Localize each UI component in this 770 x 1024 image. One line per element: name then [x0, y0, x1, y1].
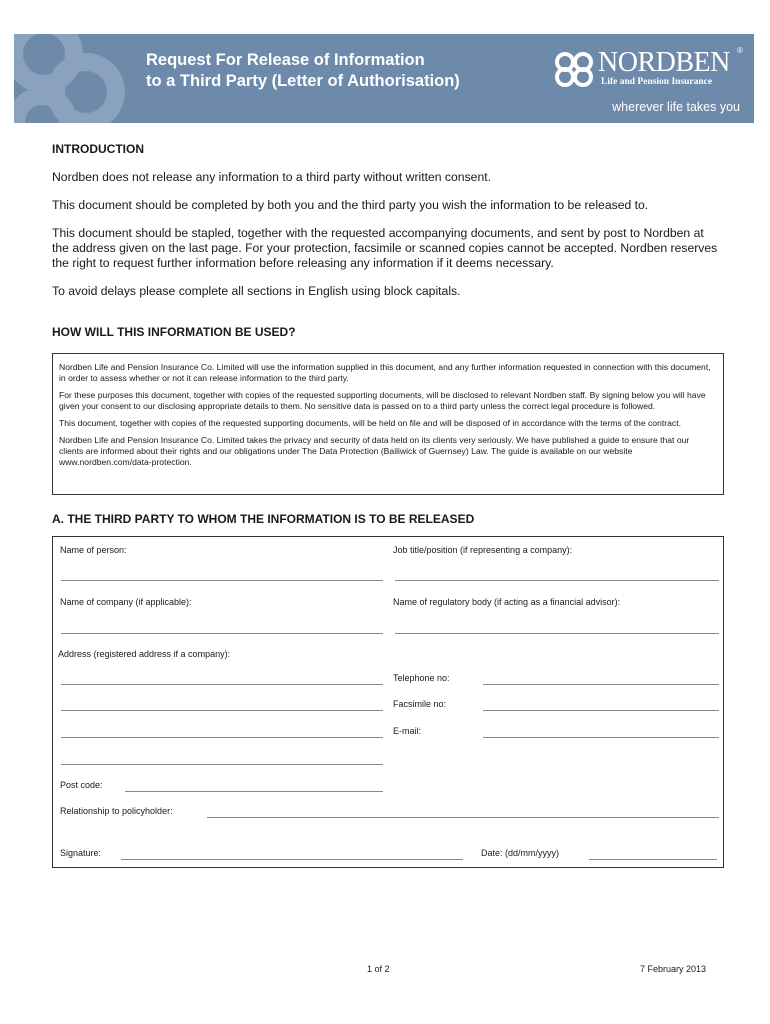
document-title [146, 50, 460, 92]
signature-label: Signature: [60, 848, 102, 858]
telephone-label: Telephone no: [393, 673, 450, 683]
relationship-field[interactable] [207, 817, 719, 818]
regulatory-body-label: Name of regulatory body (if acting as a financial advisor): [393, 597, 621, 607]
nordben-logo [554, 46, 744, 90]
usage-info-box [52, 353, 724, 495]
usage-heading: HOW WILL THIS INFORMATION BE USED? [52, 325, 296, 339]
registered-mark: ® [737, 46, 743, 55]
facsimile-label: Facsimile no: [393, 699, 447, 709]
job-title-label: Job title/position (if representing a company): [393, 545, 573, 555]
name-of-person-label: Name of person: [60, 545, 127, 555]
title-line-1: Request For Release of Information [146, 51, 425, 69]
intro-paragraph: This document should be stapled, together with the requested accompanying documents, and sent by post to Nordben at the address given on the last page. For your protection, facsimile or scanned copies cannot be accepted. Nordben reserves the right to request further information before releasing any information if it deems necessary. [52, 226, 718, 270]
usage-paragraph: For these purposes this document, together with copies of the requested supporting documents, will be disclosed to relevant Nordben staff. By signing below you will have given your consent to our disclosing appropriate details to them. No sensitive data is passed on to a third party unless the correct legal procedure is followed. [59, 390, 706, 411]
introduction-section [52, 142, 724, 299]
footer-date: 7 February 2013 [640, 964, 707, 974]
usage-paragraph: Nordben Life and Pension Insurance Co. Limited takes the privacy and security of data held on its clients very seriously. We have published a guide to ensure that our clients are informed about their rights and our obligations under The Data Protection (Bailiwick of Guernsey) Law. The guide is available on our website www.nordben.com/data-protection. [59, 435, 690, 467]
date-field[interactable] [589, 859, 717, 860]
tagline: wherever life takes you [612, 100, 740, 114]
page-number: 1 of 2 [367, 964, 390, 974]
telephone-field[interactable] [483, 684, 719, 685]
email-label: E-mail: [393, 726, 422, 736]
usage-paragraph: Nordben Life and Pension Insurance Co. Limited will use the information supplied in this document, and any further information requested in connection with this document, in order to assess whether or not it can release information to the third party. [59, 362, 711, 383]
brand-name: NORDBEN [598, 47, 730, 78]
third-party-form [52, 536, 724, 868]
job-title-field[interactable] [395, 580, 719, 581]
email-field[interactable] [483, 737, 719, 738]
intro-paragraph: To avoid delays please complete all sections in English using block capitals. [52, 284, 461, 298]
address-label: Address (registered address if a company): [58, 649, 231, 659]
usage-paragraph: This document, together with copies of the requested supporting documents, will be held on file and will be disposed of in accordance with the terms of the contract. [59, 418, 681, 428]
post-code-field[interactable] [125, 791, 383, 792]
address-line-2-field[interactable] [61, 710, 383, 711]
date-label: Date: (dd/mm/yyyy) [481, 848, 560, 858]
section-a-heading: A. THE THIRD PARTY TO WHOM THE INFORMATION IS TO BE RELEASED [52, 512, 475, 526]
company-name-label: Name of company (if applicable): [60, 597, 192, 607]
relationship-label: Relationship to policyholder: [60, 806, 173, 816]
decorative-swirl-graphic [14, 34, 144, 123]
address-line-4-field[interactable] [61, 764, 383, 765]
logo-knot-icon [554, 50, 596, 90]
intro-paragraph: This document should be completed by both you and the third party you wish the information to be released to. [52, 198, 649, 212]
address-line-1-field[interactable] [61, 684, 383, 685]
post-code-label: Post code: [60, 780, 103, 790]
name-of-person-field[interactable] [61, 580, 383, 581]
intro-paragraph: Nordben does not release any information to a third party without written consent. [52, 170, 491, 184]
title-line-2: to a Third Party (Letter of Authorisation) [146, 72, 460, 90]
introduction-heading: INTRODUCTION [52, 142, 144, 156]
regulatory-body-field[interactable] [395, 633, 719, 634]
company-name-field[interactable] [61, 633, 383, 634]
signature-field[interactable] [121, 859, 463, 860]
brand-subtitle: Life and Pension Insurance [601, 77, 713, 87]
facsimile-field[interactable] [483, 710, 719, 711]
document-header [14, 34, 754, 123]
address-line-3-field[interactable] [61, 737, 383, 738]
